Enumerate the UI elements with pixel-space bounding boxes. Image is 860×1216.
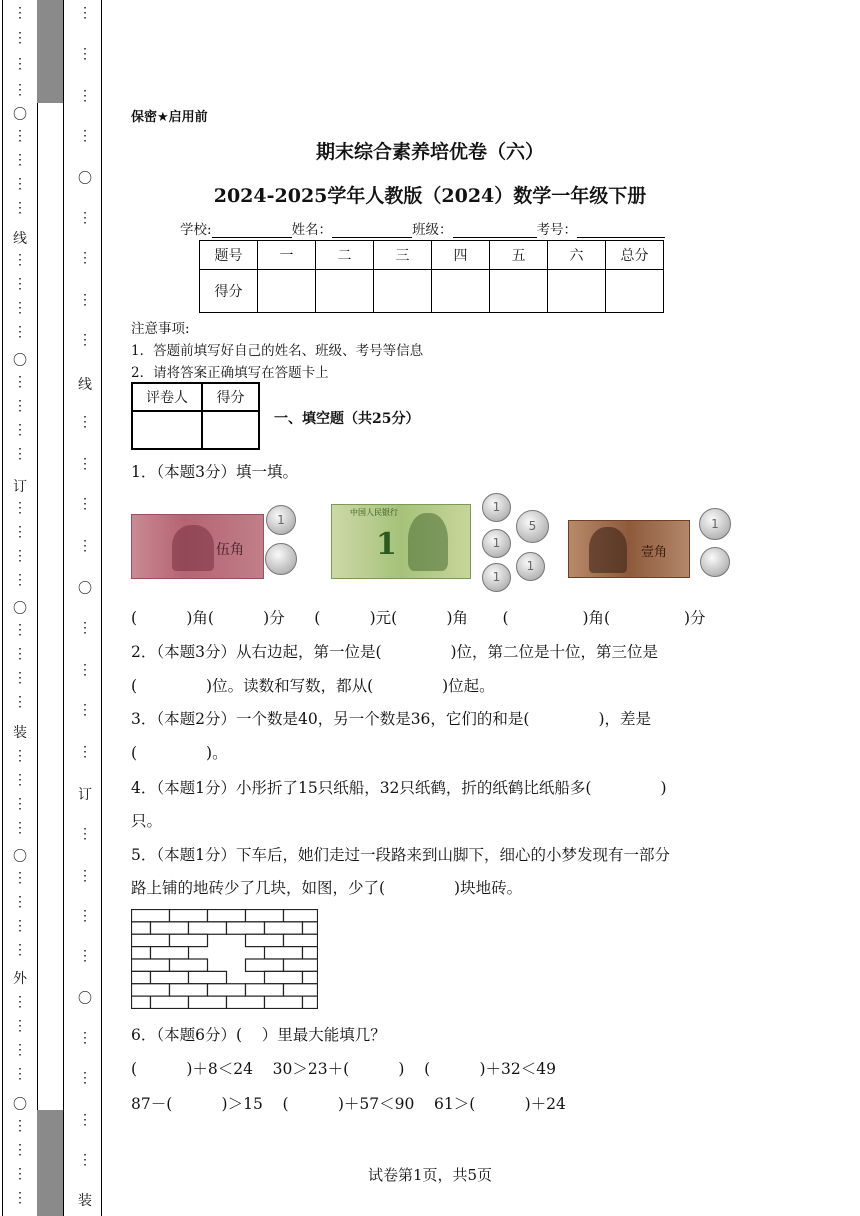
- dots-mark: ⋮: [13, 500, 27, 516]
- question-5-continued: 路上铺的地砖少了几块，如图，少了( )块地砖。: [131, 879, 523, 897]
- dots-mark: ⋮: [13, 646, 27, 662]
- dots-mark: ⋮: [13, 5, 27, 21]
- dots-mark: ⋮: [13, 300, 27, 316]
- circle-mark: 〇: [13, 107, 27, 123]
- binding-label: 订: [13, 479, 27, 495]
- dots-mark: ⋮: [13, 152, 27, 168]
- dots-mark: ⋮: [78, 1112, 92, 1128]
- dots-mark: ⋮: [78, 46, 92, 62]
- brick: [132, 984, 170, 996]
- one-jiao-coin-image: 1: [482, 493, 511, 522]
- one-jiao-coin-image: 1: [482, 563, 511, 592]
- question-1-answer-line: ( )角( )分 ( )元( )角 ( )角( )分: [131, 609, 706, 627]
- dots-mark: ⋮: [13, 572, 27, 588]
- question-5: 5．（本题1分）下车后，她们走过一段路来到山脚下，细心的小梦发现有一部分: [131, 846, 670, 864]
- brick: [227, 996, 265, 1008]
- dots-mark: ⋮: [13, 1066, 27, 1082]
- exam-no-field[interactable]: [577, 223, 665, 238]
- brick: [284, 910, 318, 922]
- brick: [170, 959, 208, 971]
- one-fen-coin-image: [700, 547, 730, 577]
- dots-mark: ⋮: [13, 1166, 27, 1182]
- exam-title: 期末综合素养培优卷（六）: [315, 141, 544, 163]
- student-info-line: [180, 218, 665, 238]
- brick: [132, 971, 151, 983]
- exam-subtitle: 2024-2025学年人教版（2024）数学一年级下册: [213, 185, 647, 207]
- brick: [170, 984, 208, 996]
- dots-mark: ⋮: [13, 200, 27, 216]
- brick: [265, 922, 303, 934]
- dots-mark: ⋮: [13, 994, 27, 1010]
- brick: [246, 934, 284, 946]
- score-header: 三: [374, 241, 432, 270]
- note-value-label: 伍角: [216, 542, 244, 558]
- score-cell[interactable]: [548, 270, 606, 313]
- brick: [151, 947, 189, 959]
- dots-mark: ⋮: [13, 446, 27, 462]
- brick: [246, 984, 284, 996]
- gray-strip-bottom: [37, 1110, 63, 1216]
- brick: [208, 984, 246, 996]
- brick: [265, 996, 303, 1008]
- dots-mark: ⋮: [13, 1118, 27, 1134]
- binding-label: 订: [78, 787, 92, 803]
- dots-mark: ⋮: [13, 176, 27, 192]
- score-header: 一: [258, 241, 316, 270]
- brick-wall-figure: [131, 909, 318, 1009]
- dots-mark: ⋮: [13, 942, 27, 958]
- score-header: 四: [432, 241, 490, 270]
- score-header: 五: [490, 241, 548, 270]
- grader-header: 评卷人: [132, 383, 202, 411]
- binding-label: 线: [13, 231, 27, 247]
- exam-no-label: 考号：: [536, 222, 578, 238]
- brick: [170, 910, 208, 922]
- one-jiao-note-image: [568, 520, 690, 578]
- question-2: 2．（本题3分）从右边起，第一位是( )位，第二位是十位，第三位是: [131, 643, 659, 661]
- dots-mark: ⋮: [13, 670, 27, 686]
- dots-mark: ⋮: [78, 88, 92, 104]
- score-table: [199, 240, 664, 313]
- school-field[interactable]: [212, 223, 292, 238]
- class-field[interactable]: [453, 223, 537, 238]
- portrait-image: [172, 525, 214, 571]
- dots-mark: ⋮: [13, 548, 27, 564]
- bank-name-label: 中国人民银行: [350, 508, 398, 517]
- dots-mark: ⋮: [78, 332, 92, 348]
- brick: [189, 922, 227, 934]
- binding-label: 外: [13, 971, 27, 987]
- circle-mark: 〇: [13, 849, 27, 865]
- five-jiao-coin-image: 5: [516, 510, 549, 543]
- score-header: 二: [316, 241, 374, 270]
- dots-mark: ⋮: [78, 948, 92, 964]
- question-6-row-1: ( )＋8＜24 30＞23＋( ) ( )＋32＜49: [131, 1060, 556, 1078]
- dots-mark: ⋮: [13, 398, 27, 414]
- brick: [132, 996, 151, 1008]
- brick: [246, 910, 284, 922]
- dots-mark: ⋮: [13, 374, 27, 390]
- dots-mark: ⋮: [13, 772, 27, 788]
- dots-mark: ⋮: [13, 128, 27, 144]
- brick: [246, 959, 284, 971]
- dots-mark: ⋮: [13, 252, 27, 268]
- dots-mark: ⋮: [78, 250, 92, 266]
- dots-mark: ⋮: [78, 292, 92, 308]
- confidential-label: 保密★启用前: [131, 110, 208, 125]
- question-6-row-2: 87－( )＞15 ( )＋57＜90 61＞( )＋24: [131, 1095, 566, 1113]
- dots-mark: ⋮: [13, 796, 27, 812]
- circle-mark: 〇: [78, 581, 92, 597]
- circle-mark: 〇: [13, 353, 27, 369]
- dots-mark: ⋮: [78, 662, 92, 678]
- brick: [189, 996, 227, 1008]
- one-jiao-coin-image: 1: [482, 529, 511, 558]
- grader-header: 得分: [202, 383, 259, 411]
- score-cell[interactable]: [374, 270, 432, 313]
- one-jiao-coin-image: 1: [516, 552, 545, 581]
- section-title: 一、填空题（共25分）: [274, 411, 420, 427]
- one-jiao-coin-image: 1: [266, 505, 296, 535]
- dots-mark: ⋮: [13, 1018, 27, 1034]
- dots-mark: ⋮: [78, 868, 92, 884]
- brick: [208, 910, 246, 922]
- dots-mark: ⋮: [13, 1190, 27, 1206]
- question-3-continued: ( )。: [131, 744, 228, 762]
- brick: [303, 947, 318, 959]
- dots-mark: ⋮: [78, 538, 92, 554]
- gray-strip-top: [37, 0, 63, 103]
- brick: [284, 959, 318, 971]
- dots-mark: ⋮: [13, 748, 27, 764]
- portrait-image: [408, 513, 448, 571]
- school-label: 学校:: [180, 222, 212, 238]
- binding-label: 装: [78, 1193, 92, 1209]
- question-4-continued: 只。: [131, 812, 163, 830]
- score-header: 总分: [606, 241, 664, 270]
- score-cell[interactable]: [316, 270, 374, 313]
- question-1: 1．（本题3分）填一填。: [131, 463, 298, 481]
- brick: [303, 971, 318, 983]
- brick: [170, 934, 208, 946]
- dots-mark: ⋮: [78, 5, 92, 21]
- dots-mark: ⋮: [78, 128, 92, 144]
- score-header: 题号: [200, 241, 258, 270]
- brick: [284, 984, 318, 996]
- dots-mark: ⋮: [13, 1142, 27, 1158]
- notice-item: 2．请将答案正确填写在答题卡上: [131, 365, 329, 381]
- score-header: 六: [548, 241, 606, 270]
- brick: [151, 996, 189, 1008]
- dots-mark: ⋮: [13, 694, 27, 710]
- grader-table: [131, 382, 260, 450]
- score-cell[interactable]: [490, 270, 548, 313]
- notice-item: 1．答题前填写好自己的姓名、班级、考号等信息: [131, 343, 424, 359]
- brick: [132, 959, 170, 971]
- brick: [303, 996, 318, 1008]
- class-label: 班级：: [412, 222, 453, 238]
- dots-mark: ⋮: [13, 422, 27, 438]
- binding-label: 装: [13, 725, 27, 741]
- question-3: 3．（本题2分）一个数是40，另一个数是36，它们的和是( )，差是: [131, 710, 651, 728]
- dots-mark: ⋮: [78, 1070, 92, 1086]
- question-2-continued: ( )位。读数和写数，都从( )位起。: [131, 677, 495, 695]
- dots-mark: ⋮: [78, 908, 92, 924]
- page-footer: 试卷第1页，共5页: [367, 1166, 493, 1184]
- dots-mark: ⋮: [78, 496, 92, 512]
- brick: [132, 947, 151, 959]
- dots-mark: ⋮: [13, 82, 27, 98]
- circle-mark: 〇: [78, 991, 92, 1007]
- brick: [151, 922, 189, 934]
- score-row-label: 得分: [200, 270, 258, 313]
- note-value-label: 1: [376, 527, 397, 562]
- name-label: 姓名：: [291, 222, 333, 238]
- brick: [227, 922, 265, 934]
- question-6: 6．（本题6分）( ）里最大能填几？: [131, 1026, 386, 1044]
- grader-cell[interactable]: [202, 411, 259, 449]
- one-yuan-note-image: [331, 504, 471, 579]
- score-cell[interactable]: [432, 270, 490, 313]
- note-value-label: 壹角: [641, 545, 668, 560]
- one-fen-coin-image: [265, 543, 297, 575]
- score-cell[interactable]: [258, 270, 316, 313]
- dots-mark: ⋮: [13, 870, 27, 886]
- dots-mark: ⋮: [78, 826, 92, 842]
- dots-mark: ⋮: [13, 918, 27, 934]
- brick: [151, 971, 189, 983]
- brick: [284, 934, 318, 946]
- dots-mark: ⋮: [78, 456, 92, 472]
- dots-mark: ⋮: [78, 1030, 92, 1046]
- dots-mark: ⋮: [13, 1042, 27, 1058]
- brick: [132, 910, 170, 922]
- circle-mark: 〇: [13, 601, 27, 617]
- one-jiao-coin-image: 1: [699, 508, 731, 540]
- dots-mark: ⋮: [78, 1152, 92, 1168]
- dots-mark: ⋮: [13, 622, 27, 638]
- portrait-image: [589, 527, 627, 573]
- brick: [265, 971, 303, 983]
- dots-mark: ⋮: [13, 894, 27, 910]
- dots-mark: ⋮: [78, 744, 92, 760]
- binding-label: 线: [78, 377, 92, 393]
- dots-mark: ⋮: [78, 210, 92, 226]
- dots-mark: ⋮: [13, 324, 27, 340]
- brick: [189, 971, 227, 983]
- five-jiao-note-image: [131, 514, 264, 579]
- brick: [303, 922, 318, 934]
- dots-mark: ⋮: [13, 56, 27, 72]
- dots-mark: ⋮: [78, 620, 92, 636]
- brick: [265, 947, 303, 959]
- brick: [132, 922, 151, 934]
- dots-mark: ⋮: [13, 820, 27, 836]
- dots-mark: ⋮: [78, 702, 92, 718]
- grader-cell[interactable]: [132, 411, 202, 449]
- name-field[interactable]: [332, 223, 412, 238]
- score-cell[interactable]: [606, 270, 664, 313]
- dots-mark: ⋮: [13, 276, 27, 292]
- circle-mark: 〇: [78, 171, 92, 187]
- dots-mark: ⋮: [78, 414, 92, 430]
- dots-mark: ⋮: [13, 524, 27, 540]
- circle-mark: 〇: [13, 1097, 27, 1113]
- brick: [132, 934, 170, 946]
- dots-mark: ⋮: [13, 30, 27, 46]
- notice-title: 注意事项:: [131, 321, 190, 337]
- question-4: 4．（本题1分）小彤折了15只纸船，32只纸鹤，折的纸鹤比纸船多( ): [131, 779, 667, 797]
